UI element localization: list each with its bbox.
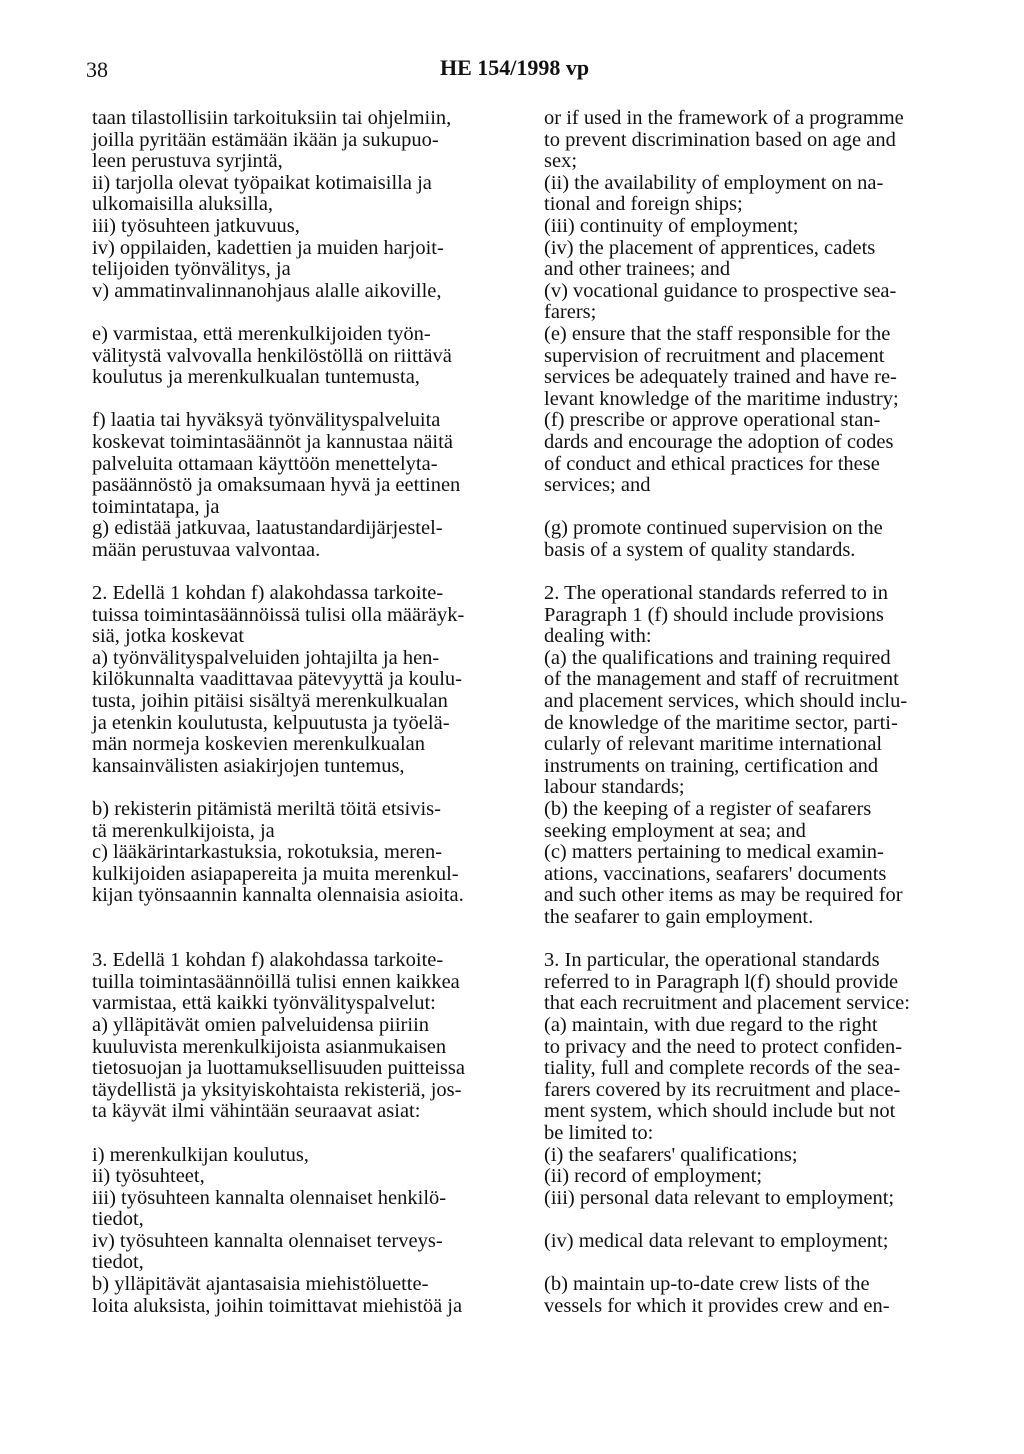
finnish-line: tuissa toimintasäännöissä tulisi olla määräyk- <box>92 603 465 626</box>
english-line: services; and <box>544 474 651 497</box>
finnish-spacer <box>92 1123 524 1145</box>
english-line: of the management and staff of recruitment <box>544 668 899 691</box>
english-line: (iii) personal data relevant to employment; <box>544 1186 895 1209</box>
english-spacer <box>544 497 976 519</box>
finnish-line: täydellistä ja yksityiskohtaista rekisteriä, jos- <box>92 1078 462 1101</box>
english-line: to prevent discrimination based on age and <box>544 128 896 151</box>
english-line: tiality, full and complete records of the sea- <box>544 1057 901 1080</box>
finnish-column <box>92 108 524 1317</box>
english-line: dards and encourage the adoption of codes <box>544 430 894 453</box>
page-number: 38 <box>86 57 108 82</box>
finnish-line: kansainvälisten asiakirjojen tuntemus, <box>92 754 405 777</box>
finnish-line: joilla pyritään estämään ikään ja sukupuo- <box>92 128 439 151</box>
english-line: ment system, which should include but not <box>544 1100 896 1123</box>
finnish-line: koskevat toimintasäännöt ja kannustaa näitä <box>92 430 453 453</box>
finnish-line: iii) työsuhteen kannalta olennaiset henkilö- <box>92 1186 447 1209</box>
finnish-line: loita aluksista, joihin toimittavat miehistöä ja <box>92 1294 463 1317</box>
finnish-line: varmistaa, että kaikki työnvälityspalvelut: <box>92 992 436 1015</box>
english-line: (v) vocational guidance to prospective sea- <box>544 279 897 302</box>
english-line: tional and foreign ships; <box>544 193 743 216</box>
finnish-line: ulkomaisilla aluksilla, <box>92 193 274 216</box>
finnish-line: kilökunnalta vaadittavaa pätevyyttä ja koulu- <box>92 668 463 691</box>
english-line: (iv) the placement of apprentices, cadets <box>544 236 876 259</box>
finnish-spacer <box>92 561 524 583</box>
finnish-line: iv) työsuhteen kannalta olennaiset terveys- <box>92 1229 443 1252</box>
english-line: (ii) record of employment; <box>544 1165 763 1188</box>
english-line: de knowledge of the maritime sector, parti- <box>544 711 898 734</box>
finnish-line: kijan työnsaannin kannalta olennaisia asioita. <box>92 884 464 907</box>
finnish-line: v) ammatinvalinnanohjaus alalle aikoville, <box>92 279 442 302</box>
english-line: and such other items as may be required for <box>544 884 903 907</box>
english-spacer <box>544 561 976 583</box>
finnish-line: telijoiden työnvälitys, ja <box>92 258 291 281</box>
english-line: (i) the seafarers' qualifications; <box>544 1143 798 1166</box>
english-column <box>544 108 976 1317</box>
finnish-line: ii) tarjolla olevat työpaikat kotimaisilla ja <box>92 171 432 194</box>
finnish-line: tiedot, <box>92 1208 144 1231</box>
finnish-line: kulkijoiden asiapapereita ja muita merenkul- <box>92 862 459 885</box>
finnish-line: taan tilastollisiin tarkoituksiin tai ohjelmiin, <box>92 107 452 129</box>
finnish-line: mään perustuvaa valvontaa. <box>92 538 321 561</box>
finnish-line: siä, jotka koskevat <box>92 625 245 648</box>
english-line: the seafarer to gain employment. <box>544 905 814 928</box>
finnish-line: iii) työsuhteen jatkuvuus, <box>92 214 300 237</box>
finnish-line: 2. Edellä 1 kohdan f) alakohdassa tarkoite- <box>92 582 444 605</box>
finnish-line: c) lääkärintarkastuksia, rokotuksia, meren- <box>92 841 443 864</box>
english-line: (b) the keeping of a register of seafarers <box>544 798 872 820</box>
english-line: services be adequately trained and have re- <box>544 366 897 389</box>
english-line: cularly of relevant maritime international <box>544 733 883 756</box>
finnish-line: tusta, joihin pitäisi sisältyä merenkulkualan <box>92 690 448 713</box>
finnish-spacer <box>92 777 524 799</box>
english-line: (ii) the availability of employment on na- <box>544 171 884 194</box>
finnish-line: koulutus ja merenkulkualan tuntemusta, <box>92 366 420 389</box>
finnish-line: pasäännöstö ja omaksumaan hyvä ja eettinen <box>92 474 461 497</box>
finnish-line: a) työnvälityspalveluiden johtajilta ja hen- <box>92 646 440 669</box>
finnish-line: ja etenkin koulutusta, kelpuutusta ja työelä- <box>92 711 450 734</box>
finnish-line: tä merenkulkijoista, ja <box>92 819 275 842</box>
finnish-line: e) varmistaa, että merenkulkijoiden työn- <box>92 322 431 345</box>
english-line: and placement services, which should inclu- <box>544 690 908 713</box>
finnish-line: b) rekisterin pitämistä meriltä töitä etsivis- <box>92 798 441 820</box>
finnish-line: b) ylläpitävät ajantasaisia miehistöluette- <box>92 1273 429 1296</box>
english-line: (g) promote continued supervision on the <box>544 517 883 540</box>
finnish-line: palveluita ottamaan käyttöön menettelyta- <box>92 452 438 475</box>
finnish-line: kuuluvista merenkulkijoista asianmukaisen <box>92 1035 447 1058</box>
english-line: instruments on training, certification and <box>544 754 879 777</box>
english-line: of conduct and ethical practices for these <box>544 452 880 475</box>
english-line: (iv) medical data relevant to employment; <box>544 1229 889 1252</box>
english-line: (b) maintain up-to-date crew lists of the <box>544 1273 870 1296</box>
english-line: farers covered by its recruitment and place- <box>544 1078 901 1101</box>
finnish-spacer <box>92 302 524 324</box>
english-line: (e) ensure that the staff responsible for the <box>544 322 891 345</box>
finnish-line: ii) työsuhteet, <box>92 1165 205 1188</box>
english-line: (c) matters pertaining to medical examin- <box>544 841 884 864</box>
running-head: HE 154/1998 vp <box>440 55 590 80</box>
finnish-line: män normeja koskevien merenkulkualan <box>92 733 426 756</box>
english-line: be limited to: <box>544 1121 654 1144</box>
english-line: levant knowledge of the maritime industry; <box>544 387 899 410</box>
finnish-spacer <box>92 929 524 951</box>
english-line: ations, vaccinations, seafarers' documents <box>544 862 887 885</box>
finnish-line: f) laatia tai hyväksyä työnvälityspalveluita <box>92 409 441 432</box>
english-line: (f) prescribe or approve operational stan- <box>544 409 881 432</box>
finnish-line: a) ylläpitävät omien palveluidensa piiriin <box>92 1013 430 1036</box>
finnish-line: tietosuojan ja luottamuksellisuuden puitteissa <box>92 1057 465 1080</box>
english-line: (a) maintain, with due regard to the right <box>544 1013 878 1036</box>
english-line: 3. In particular, the operational standards <box>544 949 880 972</box>
english-line: dealing with: <box>544 625 652 648</box>
english-line: 2. The operational standards referred to in <box>544 582 889 605</box>
finnish-line: tuilla toimintasäännöillä tulisi ennen kaikkea <box>92 970 460 993</box>
english-line: referred to in Paragraph l(f) should provide <box>544 970 899 993</box>
english-line: and other trainees; and <box>544 258 731 281</box>
finnish-line: i) merenkulkijan koulutus, <box>92 1143 309 1166</box>
finnish-line: 3. Edellä 1 kohdan f) alakohdassa tarkoite- <box>92 949 444 972</box>
finnish-line: iv) oppilaiden, kadettien ja muiden harjoit- <box>92 236 444 259</box>
english-line: (a) the qualifications and training required <box>544 646 891 669</box>
finnish-line: välitystä valvovalla henkilöstöllä on riittävä <box>92 344 452 367</box>
english-line: that each recruitment and placement service: <box>544 992 910 1015</box>
english-line: vessels for which it provides crew and en- <box>544 1294 890 1317</box>
finnish-line: tiedot, <box>92 1251 144 1274</box>
finnish-line: leen perustuva syrjintä, <box>92 150 283 173</box>
english-line: labour standards; <box>544 776 685 799</box>
english-line: (iii) continuity of employment; <box>544 214 799 237</box>
english-line: supervision of recruitment and placement <box>544 344 885 367</box>
finnish-line: g) edistää jatkuvaa, laatustandardijärjestel- <box>92 517 443 540</box>
finnish-line: ta käyvät ilmi vähintään seuraavat asiat: <box>92 1100 421 1123</box>
english-line: to privacy and the need to protect confiden- <box>544 1035 903 1058</box>
english-line: basis of a system of quality standards. <box>544 538 856 561</box>
english-line: seeking employment at sea; and <box>544 819 806 842</box>
english-spacer <box>544 1209 976 1231</box>
finnish-spacer <box>92 907 524 929</box>
english-line: sex; <box>544 150 578 173</box>
english-spacer <box>544 1252 976 1274</box>
english-spacer <box>544 929 976 951</box>
english-line: Paragraph 1 (f) should include provisions <box>544 603 884 626</box>
finnish-line: toimintatapa, ja <box>92 495 220 518</box>
english-line: farers; <box>544 301 597 324</box>
english-line: or if used in the framework of a programme <box>544 107 904 129</box>
finnish-spacer <box>92 389 524 411</box>
